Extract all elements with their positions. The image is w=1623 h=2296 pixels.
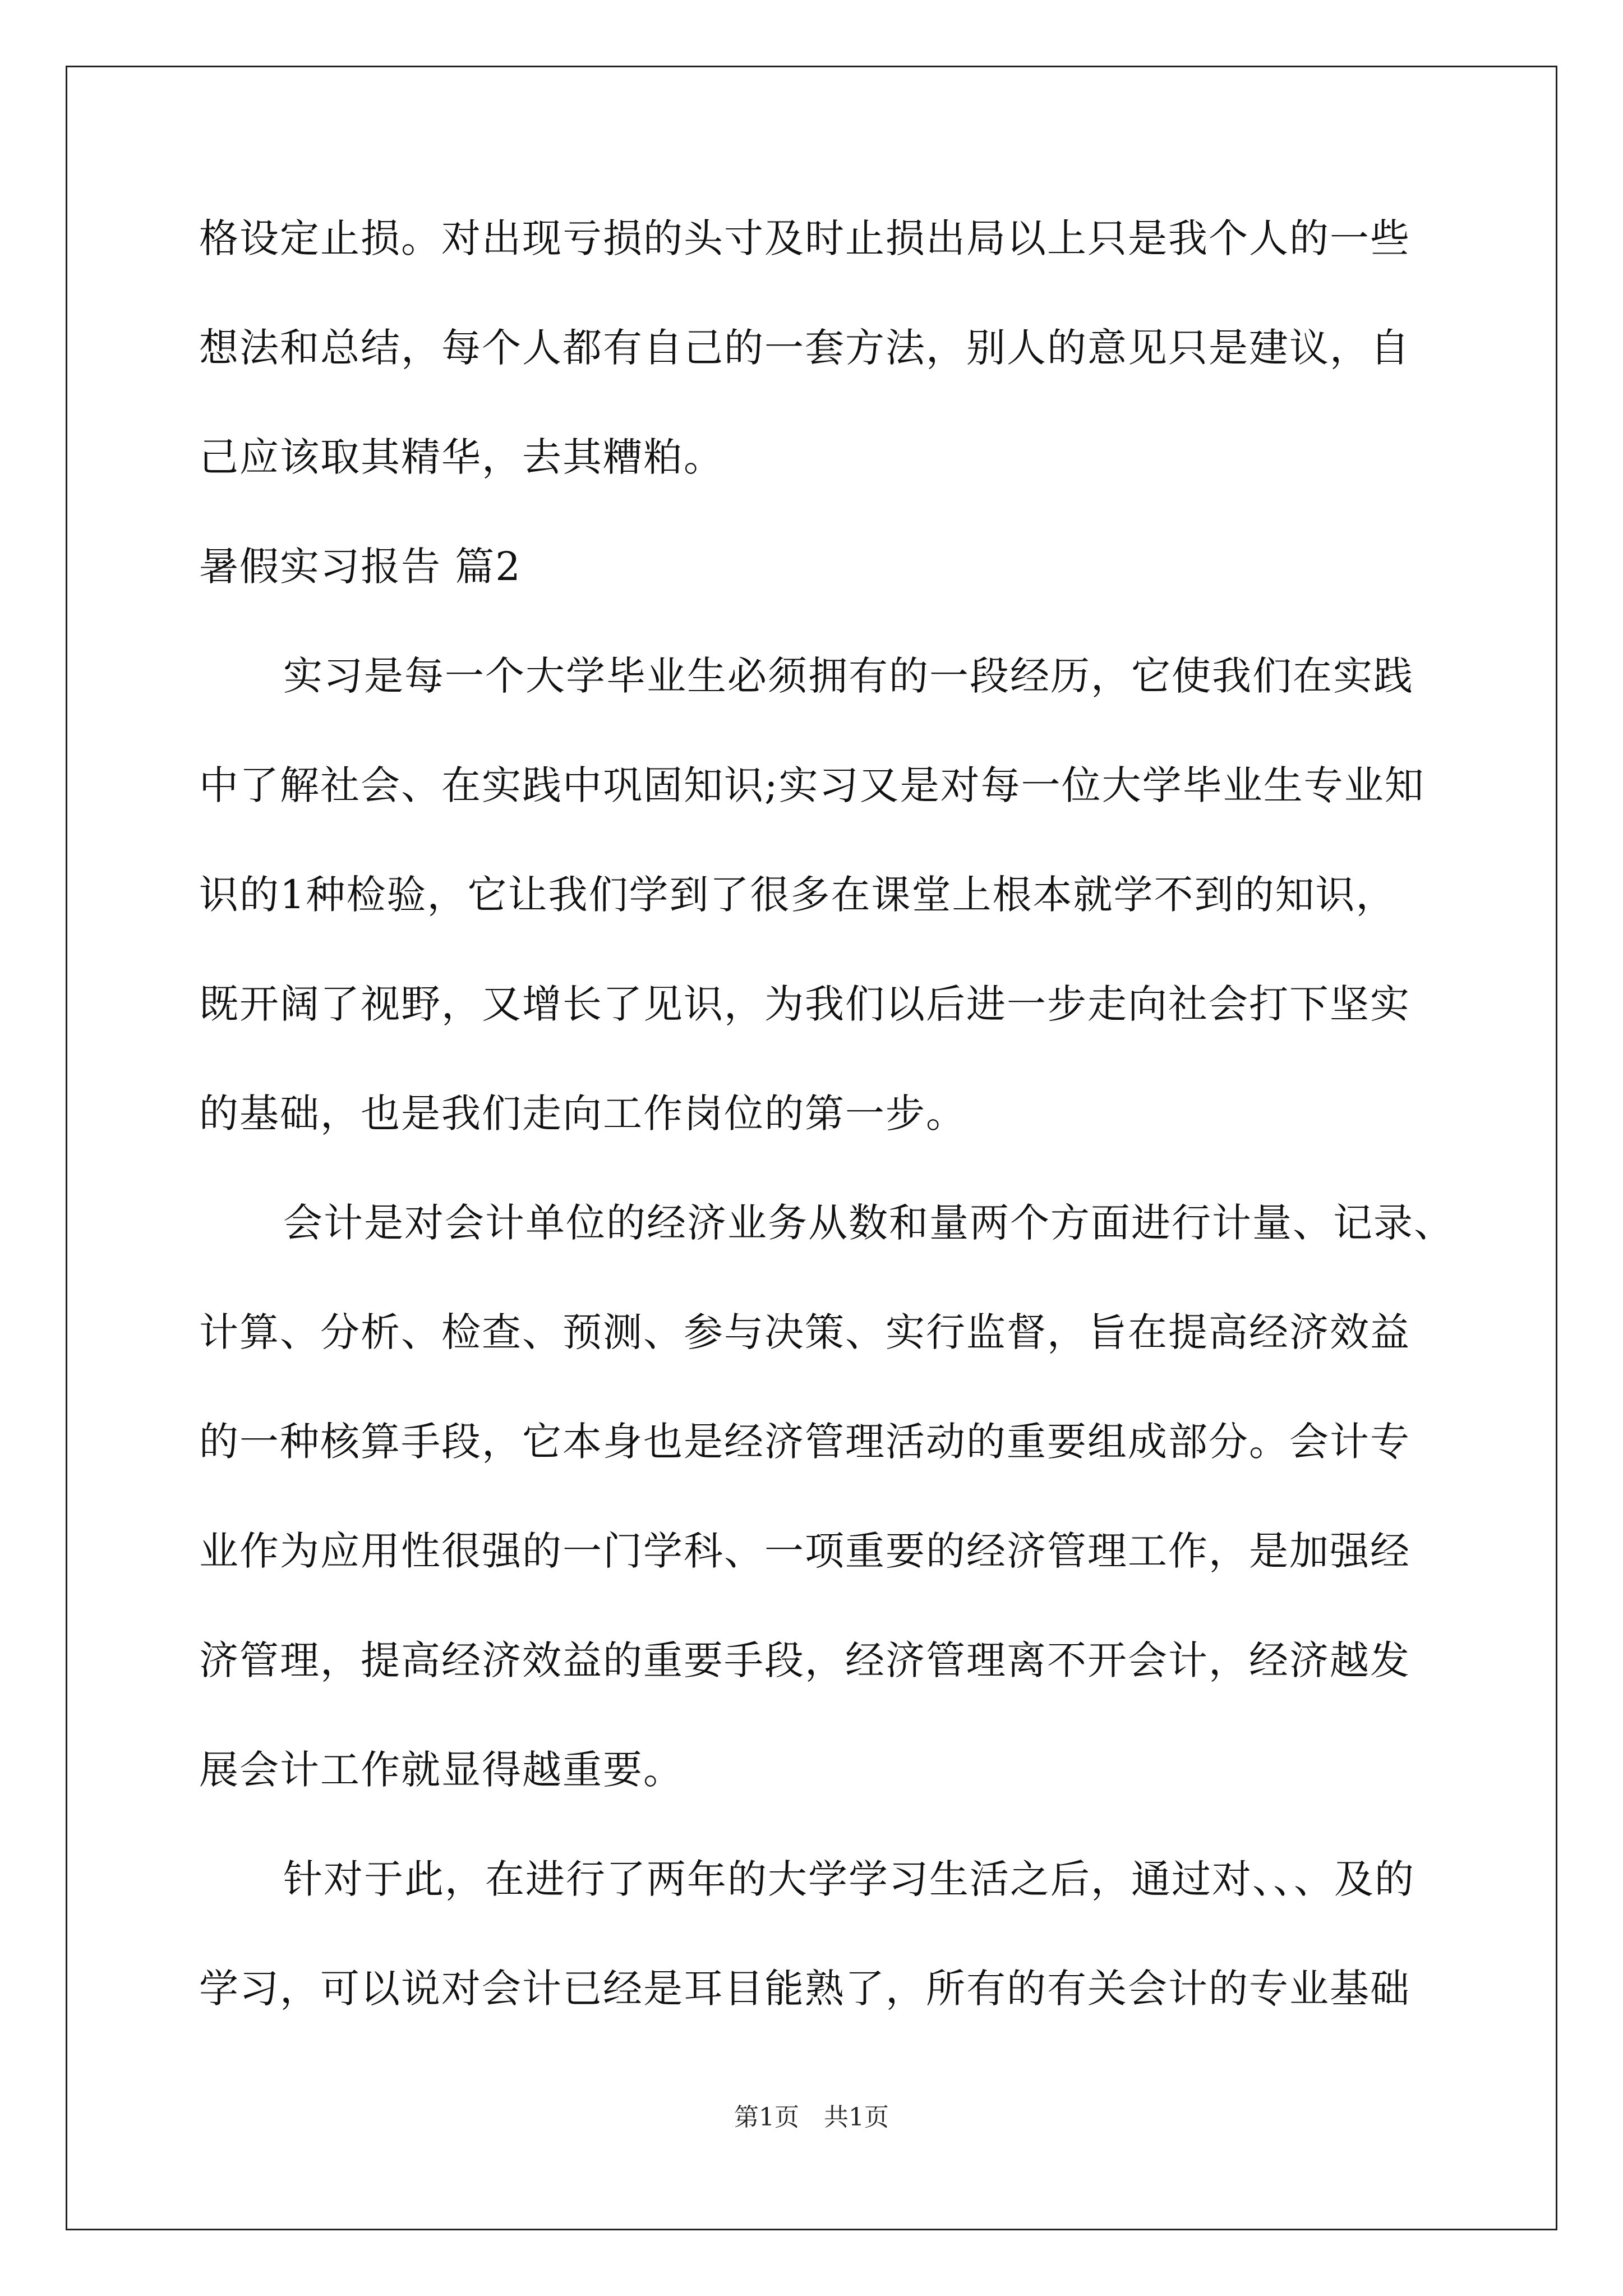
text-line: 会计是对会计单位的经济业务从数和量两个方面进行计量、记录、 <box>283 1200 1454 1246</box>
text-line: 想法和总结，每个人都有自己的一套方法，别人的意见只是建议，自 <box>199 325 1410 371</box>
text-line: 格设定止损。对出现亏损的头寸及时止损出局以上只是我个人的一些 <box>199 215 1410 261</box>
page-footer: 第1页 共1页 <box>734 2103 889 2132</box>
text-line: 学习，可以说对会计已经是耳目能熟了，所有的有关会计的专业基础 <box>199 1966 1410 2012</box>
text-line: 针对于此，在进行了两年的大学学习生活之后，通过对、、、及的 <box>283 1856 1415 1902</box>
text-line: 既开阔了视野，又增长了见识，为我们以后进一步走向社会打下坚实 <box>199 981 1410 1027</box>
text-line: 己应该取其精华，去其糟粕。 <box>199 434 724 480</box>
text-line: 识的1种检验，它让我们学到了很多在课堂上根本就学不到的知识， <box>199 872 1396 918</box>
text-line: 业作为应用性很强的一门学科、一项重要的经济管理工作，是加强经 <box>199 1528 1410 1574</box>
text-line: 计算、分析、检查、预测、参与决策、实行监督，旨在提高经济效益 <box>199 1309 1410 1355</box>
text-line: 展会计工作就显得越重要。 <box>199 1747 684 1793</box>
text-line: 的一种核算手段，它本身也是经济管理活动的重要组成部分。会计专 <box>199 1419 1410 1465</box>
text-line: 的基础，也是我们走向工作岗位的第一步。 <box>199 1091 966 1137</box>
section-heading: 暑假实习报告 篇2 <box>199 544 522 590</box>
text-line: 实习是每一个大学毕业生必须拥有的一段经历，它使我们在实践 <box>283 653 1414 699</box>
text-line: 中了解社会、在实践中巩固知识;实习又是对每一位大学毕业生专业知 <box>199 762 1425 808</box>
text-line: 济管理，提高经济效益的重要手段，经济管理离不开会计，经济越发 <box>199 1637 1410 1683</box>
